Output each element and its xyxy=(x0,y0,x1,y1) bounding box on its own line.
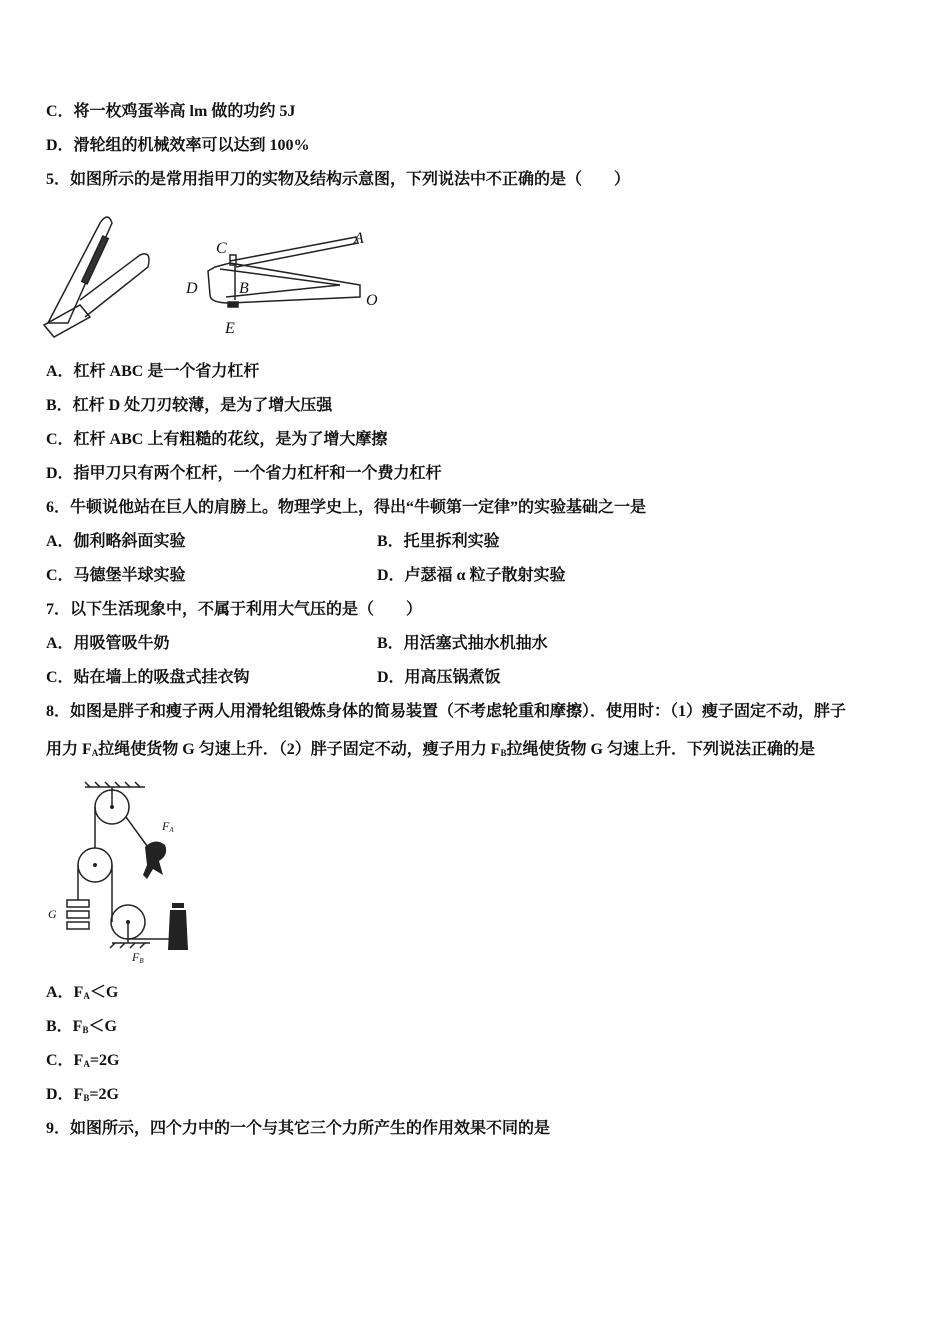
q7-stem: 7．以下生活现象中，不属于利用大气压的是（ ） xyxy=(46,601,423,618)
q4-option-c: C．将一枚鸡蛋举高 lm 做的功约 5J xyxy=(46,103,296,120)
q6-option-b: B．托里拆利实验 xyxy=(377,533,500,550)
label-b: B xyxy=(239,280,249,297)
q7-option-d: D．用高压锅煮饭 xyxy=(377,669,501,686)
label-fb: FB xyxy=(132,950,144,965)
q7-option-b: B．用活塞式抽水机抽水 xyxy=(377,635,548,652)
q5-option-a: A．杠杆 ABC 是一个省力杠杆 xyxy=(46,363,260,380)
label-fa: FA xyxy=(162,819,174,834)
pulley-figure xyxy=(40,775,200,970)
q6-stem: 6．牛顿说他站在巨人的肩膀上。物理学史上，得出“牛顿第一定律”的实验基础之一是 xyxy=(46,499,647,516)
label-a: A xyxy=(354,230,364,247)
q8-stem-line1: 8．如图是胖子和瘦子两人用滑轮组锻炼身体的简易装置（不考虑轮重和摩擦）．使用时：（1）瘦子固定不动，胖子 xyxy=(46,703,847,720)
label-c: C xyxy=(216,240,227,257)
q8-stem-line2: 用力 $F_A$拉绳使货物 G 匀速上升．（2）胖子固定不动，瘦子用力 $F_B$拉绳使货物 G 匀速上升．下列说法正确的是 xyxy=(46,741,815,758)
q8-option-d: D．$F_B=2G$ xyxy=(46,1086,119,1103)
q4-option-d: D．滑轮组的机械效率可以达到 100% xyxy=(46,137,310,154)
q8-option-b: B．$F_B<G$ xyxy=(46,1018,117,1035)
label-d: D xyxy=(186,280,198,297)
q5-option-d: D．指甲刀只有两个杠杆，一个省力杠杆和一个费力杠杆 xyxy=(46,465,442,482)
q5-option-c: C．杠杆 ABC 上有粗糙的花纹，是为了增大摩擦 xyxy=(46,431,388,448)
q5-option-b: B．杠杆 D 处刀刃较薄，是为了增大压强 xyxy=(46,397,333,414)
label-e: E xyxy=(225,320,235,337)
nail-clipper-figure xyxy=(40,205,390,345)
q8-option-c: C．$F_A=2G$ xyxy=(46,1052,120,1069)
q6-option-a: A．伽利略斜面实验 xyxy=(46,533,186,550)
label-o: O xyxy=(366,292,378,309)
q6-option-d: D．卢瑟福 α 粒子散射实验 xyxy=(377,567,566,584)
q5-stem: 5．如图所示的是常用指甲刀的实物及结构示意图，下列说法中不正确的是（ ） xyxy=(46,171,631,188)
q6-option-c: C．马德堡半球实验 xyxy=(46,567,186,584)
label-g: G xyxy=(48,907,57,921)
q8-option-a: A．$F_A<G$ xyxy=(46,984,119,1001)
q7-option-a: A．用吸管吸牛奶 xyxy=(46,635,170,652)
q9-stem: 9．如图所示，四个力中的一个与其它三个力所产生的作用效果不同的是 xyxy=(46,1120,551,1137)
q7-option-c: C．贴在墙上的吸盘式挂衣钩 xyxy=(46,669,250,686)
